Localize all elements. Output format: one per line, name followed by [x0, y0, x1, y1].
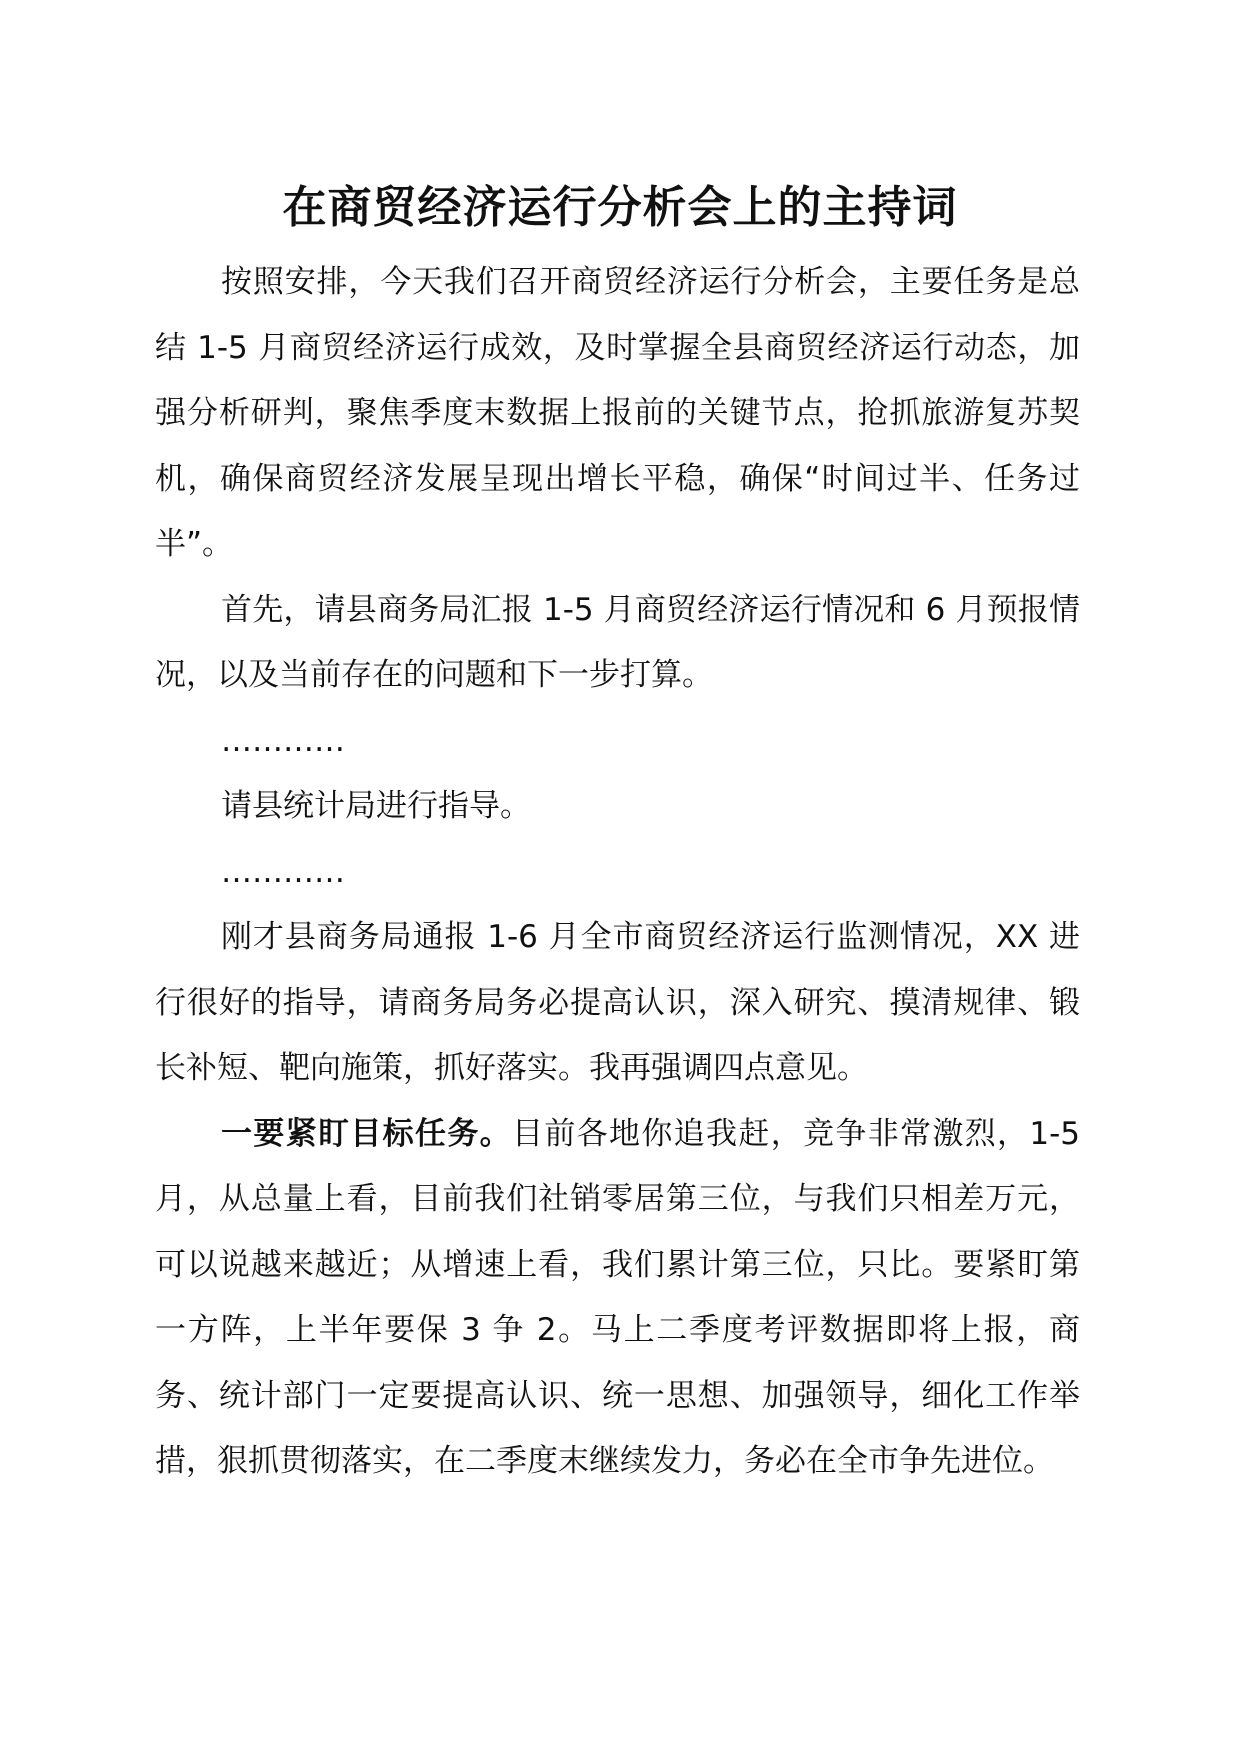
ellipsis-separator: ………… — [221, 722, 345, 759]
document-title: 在商贸经济运行分析会上的主持词 — [282, 182, 958, 233]
paragraph-intro: 按照安排，今天我们召开商贸经济运行分析会，主要任务是总结 1-5 月商贸经济运行成效，及时掌握全县商贸经济运行动态，加强分析研判，聚焦季度末数据上报前的关键节点，抢抓旅游复苏契机，确保商贸经济发展呈现出增长平稳，确保“时间过半、任务过半”。 — [155, 264, 1080, 562]
paragraph-statistics-guidance: 请县统计局进行指导。 — [221, 788, 531, 824]
point-one-text: 目前各地你追我赶，竞争非常激烈，1-5 月，从总量上看，目前我们社销零居第三位，与我们只相差万元，可以说越来越近；从增速上看，我们累计第三位，只比。要紧盯第一方阵，上半年要保 3 争 2。马上二季度考评数据即将上报，商务、统计部门一定要提高认识、统一思想、加强领导，细化工作举措，狠抓贯彻落实，在二季度末继续发力，务必在全市争先进位。 — [155, 1115, 1080, 1479]
ellipsis-separator: ………… — [221, 853, 345, 890]
point-one-heading: 一要紧盯目标任务。 — [221, 1115, 513, 1152]
paragraph-point-one — [155, 1102, 1080, 1495]
paragraph-commerce-report: 首先，请县商务局汇报 1-5 月商贸经济运行情况和 6 月预报情况，以及当前存在的问题和下一步打算。 — [155, 591, 1080, 693]
document-body — [155, 250, 1080, 1495]
paragraph-summary: 刚才县商务局通报 1-6 月全市商贸经济运行监测情况，XX 进行很好的指导，请商务局务必提高认识，深入研究、摸清规律、锻长补短、靶向施策，抓好落实。我再强调四点意见。 — [155, 919, 1080, 1086]
